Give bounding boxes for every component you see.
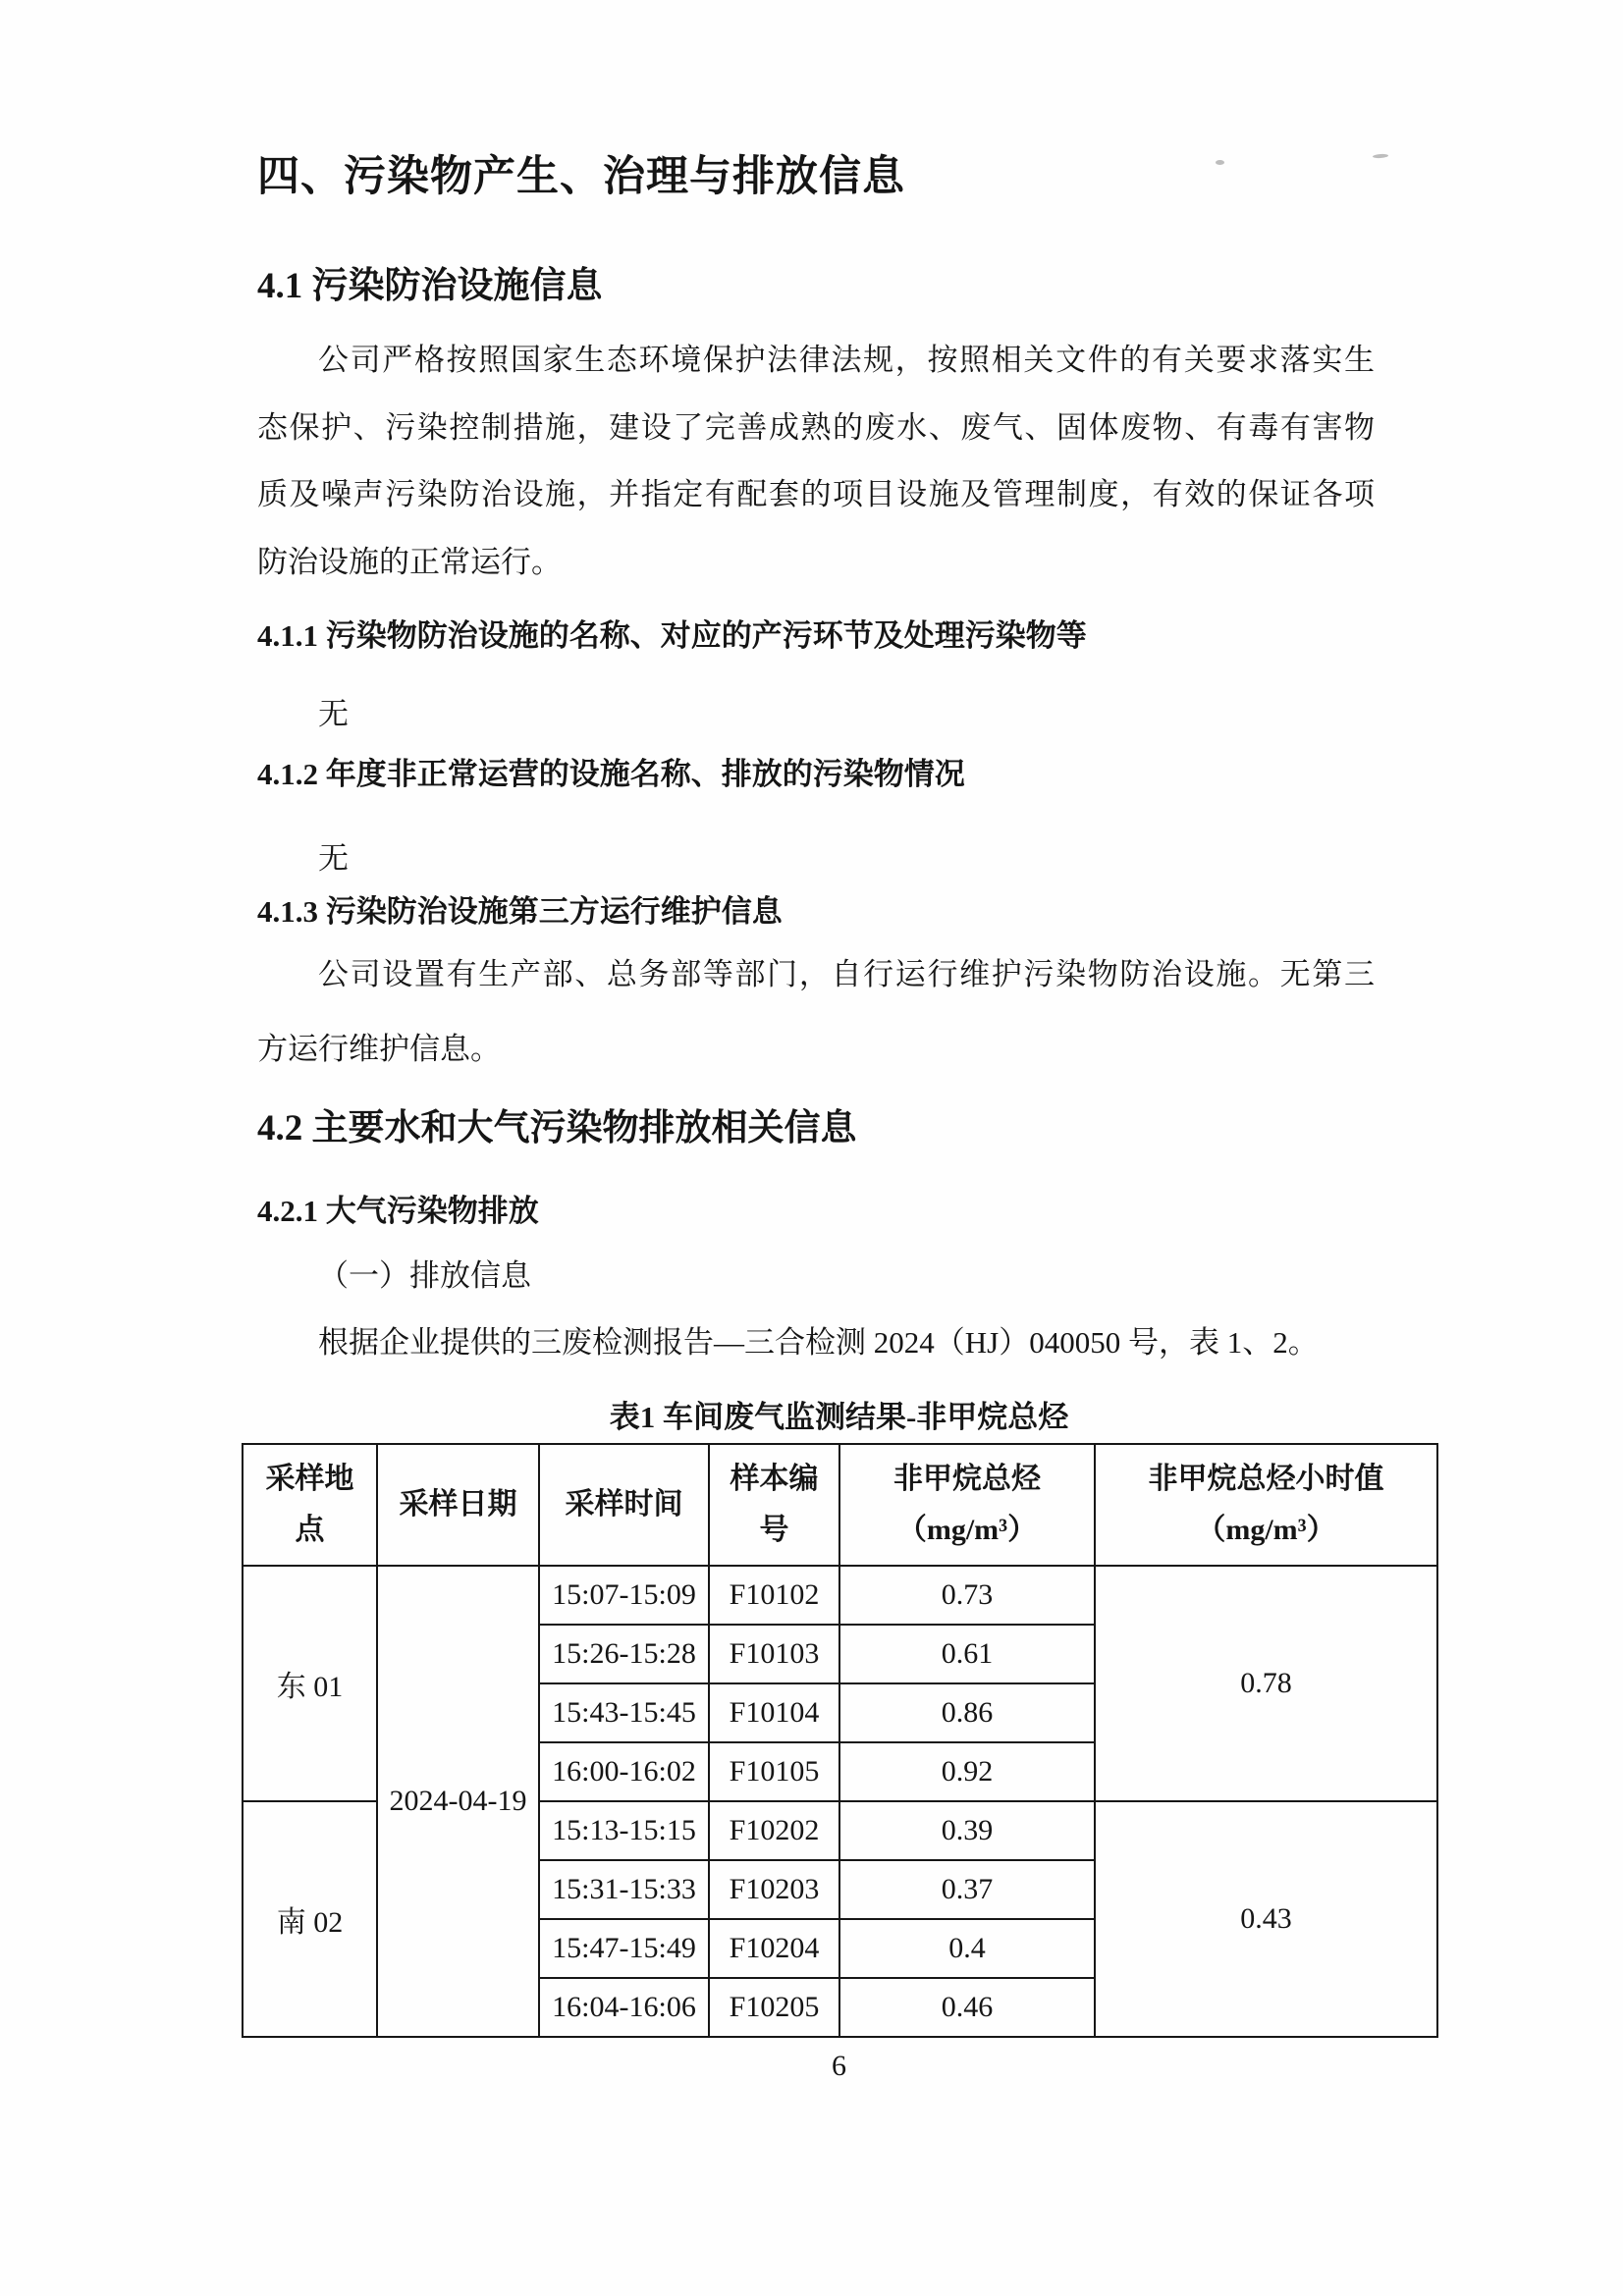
page-number: 6 (832, 2050, 846, 2082)
paragraph-line: 防治设施的正常运行。 (257, 544, 562, 579)
cell-time: 15:31-15:33 (539, 1860, 709, 1919)
heading-4-2-1: 4.2.1 大气污染物排放 (257, 1194, 539, 1228)
col-header-nmhc-hourly-unit: （mg/m³） (1196, 1514, 1336, 1546)
col-header-sample-label: 样本编号 (730, 1463, 819, 1546)
chapter-title: 四、污染物产生、治理与排放信息 (257, 154, 905, 200)
cell-time: 15:13-15:15 (539, 1801, 709, 1860)
col-header-nmhc (839, 1444, 1095, 1566)
cell-sampling-date: 2024-04-19 (377, 1566, 539, 2037)
cell-sample-id: F10202 (709, 1801, 839, 1860)
monitoring-results-table (242, 1443, 1438, 2038)
cell-hourly-value-south: 0.43 (1095, 1801, 1437, 2037)
table-row (243, 1566, 1437, 1625)
cell-time: 16:00-16:02 (539, 1742, 709, 1801)
cell-time: 15:26-15:28 (539, 1625, 709, 1683)
cell-nmhc-value: 0.61 (839, 1625, 1095, 1683)
col-header-location (243, 1444, 377, 1566)
paragraph-line: 方运行维护信息。 (257, 1032, 501, 1066)
cell-time: 15:07-15:09 (539, 1566, 709, 1625)
paragraph-4-1-3 (257, 937, 1375, 1087)
cell-sample-id: F10204 (709, 1919, 839, 1978)
cell-time: 15:43-15:45 (539, 1683, 709, 1742)
cell-time: 15:47-15:49 (539, 1919, 709, 1978)
paragraph-report-reference: 根据企业提供的三废检测报告—三合检测 2024（HJ）040050 号，表 1、2。 (318, 1325, 1319, 1360)
cell-nmhc-value: 0.37 (839, 1860, 1095, 1919)
cell-sample-id: F10104 (709, 1683, 839, 1742)
heading-4-1-3: 4.1.3 污染防治设施第三方运行维护信息 (257, 894, 783, 929)
col-header-time: 采样时间 (539, 1444, 709, 1566)
paragraph-4-1 (257, 327, 1375, 596)
cell-sample-id: F10203 (709, 1860, 839, 1919)
col-header-nmhc-label: 非甲烷总烃 (893, 1463, 1041, 1495)
cell-location-east: 东 01 (243, 1566, 377, 1801)
heading-4-2: 4.2 主要水和大气污染物排放相关信息 (257, 1108, 857, 1148)
cell-sample-id: F10105 (709, 1742, 839, 1801)
cell-sample-id: F10103 (709, 1625, 839, 1683)
col-header-sample (709, 1444, 839, 1566)
cell-hourly-value-east: 0.78 (1095, 1566, 1437, 1801)
cell-location-south: 南 02 (243, 1801, 377, 2037)
content-4-1-2: 无 (318, 841, 349, 876)
content-4-1-1: 无 (318, 697, 349, 731)
heading-4-1-2: 4.1.2 年度非正常运营的设施名称、排放的污染物情况 (257, 757, 965, 791)
cell-time: 16:04-16:06 (539, 1978, 709, 2037)
cell-nmhc-value: 0.46 (839, 1978, 1095, 2037)
cell-sample-id: F10102 (709, 1566, 839, 1625)
paragraph-line: 质及噪声污染防治设施，并指定有配套的项目设施及管理制度，有效的保证各项 (257, 477, 1375, 511)
list-label-emission-info: （一）排放信息 (318, 1258, 531, 1293)
scan-artifact-dot (1216, 160, 1224, 165)
cell-nmhc-value: 0.4 (839, 1919, 1095, 1978)
cell-nmhc-value: 0.39 (839, 1801, 1095, 1860)
cell-nmhc-value: 0.86 (839, 1683, 1095, 1742)
cell-nmhc-value: 0.92 (839, 1742, 1095, 1801)
table-header-row (243, 1444, 1437, 1566)
col-header-nmhc-hourly (1095, 1444, 1437, 1566)
table-caption: 表1 车间废气监测结果-非甲烷总烃 (609, 1400, 1069, 1434)
col-header-nmhc-hourly-label: 非甲烷总烃小时值 (1148, 1463, 1384, 1495)
col-header-nmhc-unit: （mg/m³） (896, 1514, 1038, 1546)
paragraph-line: 公司设置有生产部、总务部等部门，自行运行维护污染物防治设施。无第三 (318, 957, 1375, 991)
heading-4-1-1: 4.1.1 污染物防治设施的名称、对应的产污环节及处理污染物等 (257, 618, 1087, 653)
cell-sample-id: F10205 (709, 1978, 839, 2037)
col-header-date: 采样日期 (377, 1444, 539, 1566)
cell-nmhc-value: 0.73 (839, 1566, 1095, 1625)
heading-4-1: 4.1 污染防治设施信息 (257, 266, 603, 306)
scan-artifact-smudge (1373, 153, 1388, 158)
col-header-location-label: 采样地点 (265, 1463, 354, 1546)
paragraph-line: 公司严格按照国家生态环境保护法律法规，按照相关文件的有关要求落实生 (318, 343, 1375, 377)
paragraph-line: 态保护、污染控制措施，建设了完善成熟的废水、废气、固体废物、有毒有害物 (257, 409, 1375, 445)
